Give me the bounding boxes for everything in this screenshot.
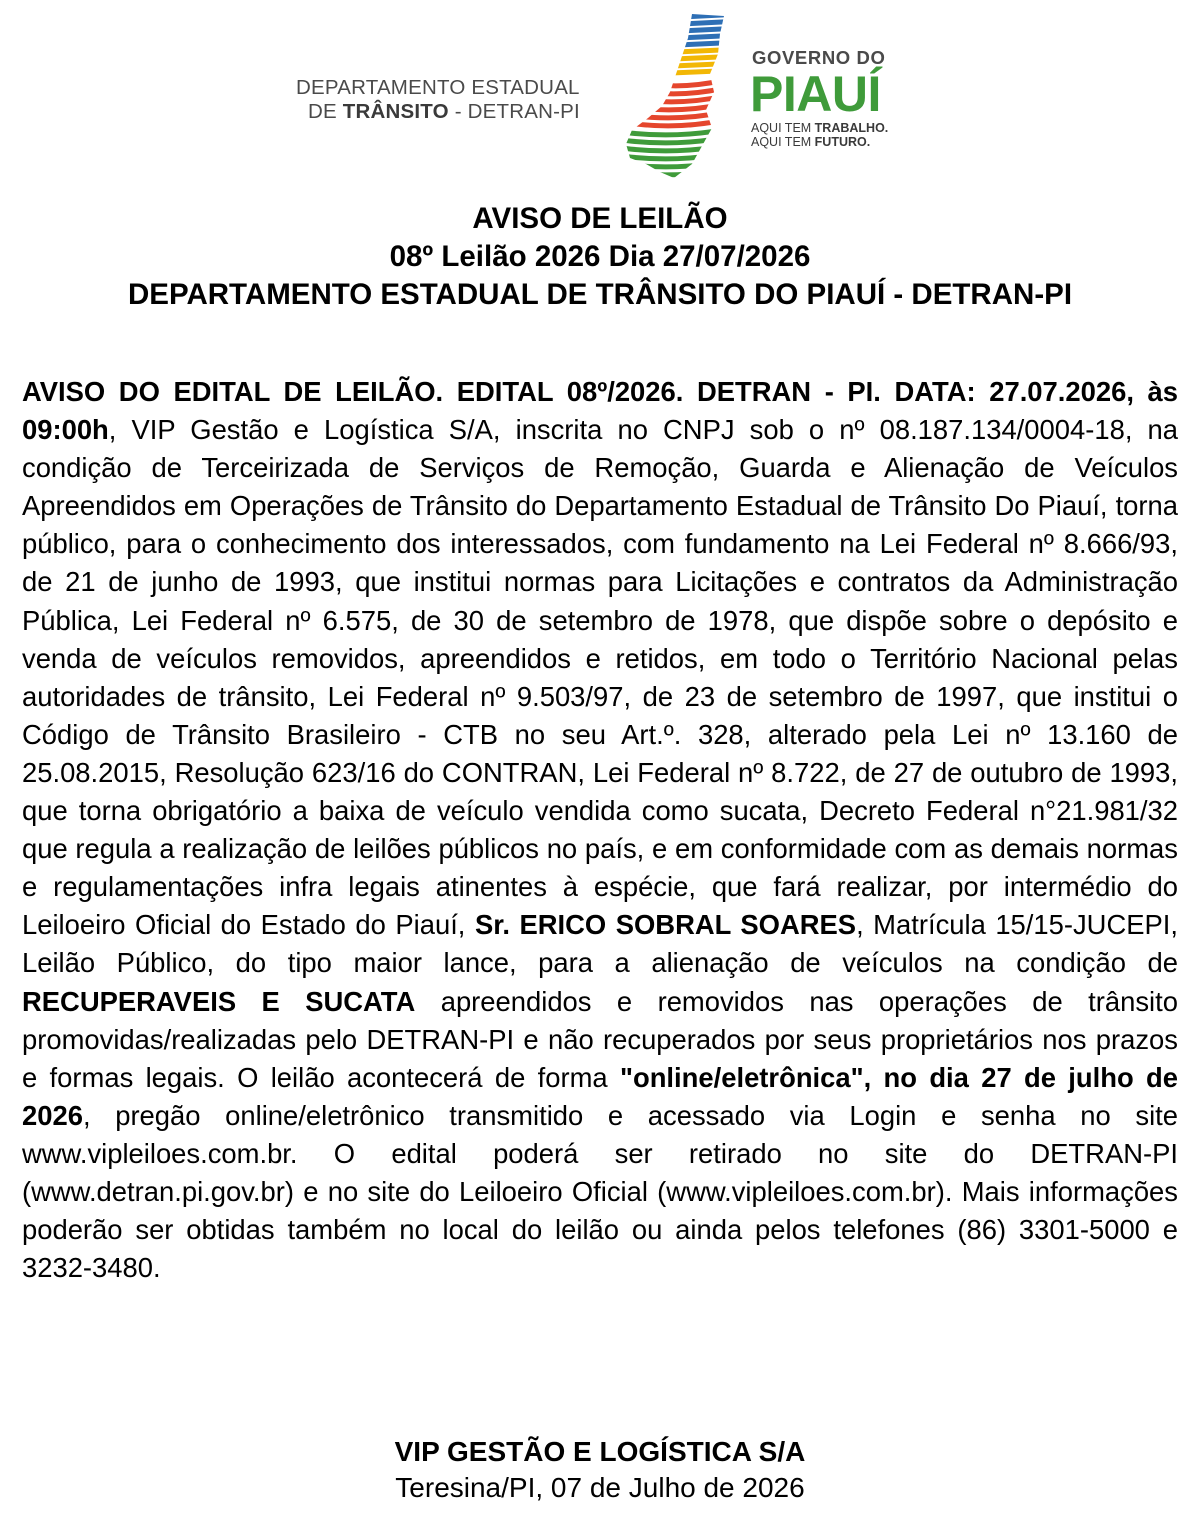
title-line2: 08º Leilão 2026 Dia 27/07/2026 <box>389 240 811 273</box>
gov-slogan-line1: AQUI TEM TRABALHO. <box>751 121 889 135</box>
notice-title <box>0 200 1200 314</box>
gov-logo-slogan <box>751 121 920 149</box>
company-name: VIP GESTÃO E LOGÍSTICA S/A <box>394 1436 806 1467</box>
body-text-part: , VIP Gestão e Logística S/A, inscrita no CNPJ sob o nº 08.187.134/0004-18, na condição de Terceirizada de Serviços de Remoção, Guarda e Alienação de Veículos Apreendidos em Operações de Trânsito do Departamento Estadual de Trânsito Do Piauí, torna público, para o conhecimento dos interessados, com fundamento na Lei Federal nº 8.666/93, de 21 de junho de 1993, que institui normas para Licitações e contratos da Administração Pública, Lei Federal nº 6.575, de 30 de setembro de 1978, que dispõe sobre o depósito e venda de veículos removidos, apreendidos e retidos, em todo o Território Nacional pelas autoridades de trânsito, Lei Federal nº 9.503/97, de 23 de setembro de 1997, que institui o Código de Trânsito Brasileiro - CTB no seu Art.º. 328, alterado pela Lei nº 13.160 de 25.08.2015, Resolução 623/16 do CONTRAN, Lei Federal nº 8.722, de 27 de outubro de 1993, que torna obrigatório a baixa de veículo vendida como sucata, Decreto Federal n°21.981/32 que regula a realização de leilões públicos no país, e em conformidade com as demais normas e regulamentações infra legais atinentes à espécie, que fará realizar, por intermédio do Leiloeiro Oficial do Estado do Piauí, <box>22 414 1178 941</box>
detran-logo-prefix: DE <box>308 100 343 123</box>
title-line1: AVISO DE LEILÃO <box>472 202 728 235</box>
detran-logo-line1: DEPARTAMENTO ESTADUAL <box>296 76 580 99</box>
detran-logo-bold: TRÂNSITO <box>342 100 449 123</box>
detran-logo-line2 <box>308 100 606 124</box>
header <box>0 0 1200 190</box>
notice-body <box>22 373 1178 1287</box>
piaui-map-emblem-icon <box>622 12 746 182</box>
detran-logo-suffix: - DETRAN-PI <box>448 100 580 123</box>
body-auctioneer-name: Sr. ERICO SOBRAL SOARES <box>474 909 857 941</box>
body-text-part: , pregão online/eletrônico transmitido e acessado via Login e senha no site www.vipleiloes.com.br. O edital poderá ser retirado no site do DETRAN-PI (www.detran.pi.gov.br) e no site do Leiloeiro Oficial (www.vipleiloes.com.br). Mais informações poderão ser obtidas também no local do leilão ou ainda pelos telefones (86) 3301-5000 e 3232-3480. <box>22 1099 1178 1284</box>
gov-logo-name: PIAUÍ <box>750 66 881 122</box>
body-text-part: , Matrícula 15/15-JUCEPI, Leilão Público, do tipo maior lance, para a alienação de veículos na condição de <box>22 909 1179 979</box>
detran-logo <box>296 76 606 124</box>
body-text-part: apreendidos e removidos nas operações de trânsito promovidas/realizadas pelo DETRAN-PI e não recuperados por seus proprietários nos prazos e formas legais. O leilão acontecerá de forma <box>22 985 1178 1093</box>
title-line3: DEPARTAMENTO ESTADUAL DE TRÂNSITO DO PIAUÍ - DETRAN-PI <box>127 278 1073 311</box>
gov-logo-top: GOVERNO DO <box>752 47 886 68</box>
signature-block <box>0 1434 1200 1506</box>
place-date: Teresina/PI, 07 de Julho de 2026 <box>395 1472 805 1503</box>
body-edital-header: AVISO DO EDITAL DE LEILÃO. EDITAL 08º/2026. DETRAN - PI. DATA: 27.07.2026, às 09:00h <box>22 376 1178 446</box>
body-auction-mode: "online/eletrônica", no dia 27 de julho de 2026 <box>22 1061 1179 1131</box>
governo-piaui-logo <box>750 48 920 149</box>
body-vehicle-condition: RECUPERAVEIS E SUCATA <box>22 985 416 1017</box>
gov-slogan-line2: AQUI TEM FUTURO. <box>751 135 871 149</box>
